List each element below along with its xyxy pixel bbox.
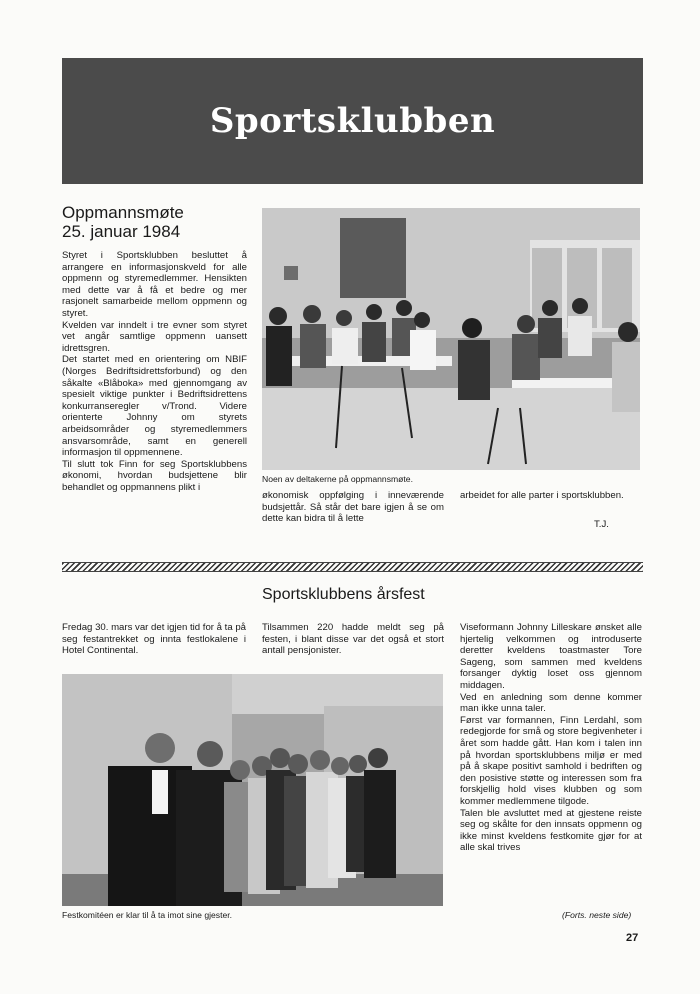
decorative-divider: [62, 562, 643, 572]
article1-column3: arbeidet for alle parter i sportsklubben.: [460, 490, 624, 501]
page-number: 27: [626, 932, 639, 944]
paragraph: Først var formannen, Finn Lerdahl, som redegjorde for små og store begivenheter i året som hadde gått. Han kom i talen inn på hvordan sportsklubbens miljø er med på å skape positivt samhold i bedriften og den posistive støtte og interessen som fra forskjellig hold vises klubben og som kommer medlemmene tilgode.: [460, 714, 642, 807]
article1-heading-line1: Oppmannsmøte: [62, 203, 184, 222]
article1-signature: T.J.: [594, 519, 609, 530]
party-photo-caption: Festkomitéen er klar til å ta imot sine gjester.: [62, 910, 233, 920]
article1-column2: økonomisk oppfølging i inneværende budsjettår. Så står det bare igjen å se om dette kan bidra til å lette: [262, 490, 444, 525]
article1-column1: [62, 250, 247, 493]
party-committee-photo: [62, 674, 443, 906]
paragraph: Viseformann Johnny Lilleskare ønsket alle hjertelig velkommen og introduserte deretter kveldens toastmaster Tore Sageng, som sammen med kveldens forsanger dyktig loset oss gjennom middagen.: [460, 622, 642, 691]
article1-heading-line2: 25. januar 1984: [62, 222, 181, 241]
paragraph: Til slutt tok Finn for seg Sportsklubbens økonomi, hvordan budsjettene blir behandlet og oppmannens plikt i: [62, 458, 247, 493]
paragraph: Styret i Sportsklubben besluttet å arrangere en informasjonskveld for alle oppmenn og styremedlemmer. Hensikten med dette var å få et bedre og mer rasjonelt samarbeide mellom oppmenn og styret.: [62, 250, 247, 319]
continued-note: (Forts. neste side): [562, 910, 632, 920]
paragraph: Det startet med en orientering om NBIF (Norges Bedriftsidrettsforbund) og den såkalte «Blåboka» med gjennomgang av spesielt viktige punkter i Bedriftsidrettens konkurranseregler v/Trond. Videre orienterte Johnny om styrets arbeidsområder og styremedlemmers ansvarsområde, samt en generell informasjon til oppmennene.: [62, 354, 247, 459]
title-banner: [62, 58, 643, 184]
article2-heading: Sportsklubbens årsfest: [262, 586, 425, 603]
paragraph: Talen ble avsluttet med at gjestene reiste seg og skålte for den innsats oppmenn og ikke minst kveldens festkomite gjør for at alle skal trives: [460, 807, 642, 854]
meeting-photo-caption: Noen av deltakerne på oppmannsmøte.: [262, 474, 413, 484]
article2-column3: [460, 622, 642, 854]
banner-title: Sportsklubben: [209, 101, 496, 141]
meeting-photo: [262, 208, 640, 470]
article2-column2: Tilsammen 220 hadde meldt seg på festen, i blant disse var det også et stort antall pensjonister.: [262, 622, 444, 657]
article1-heading: [62, 203, 252, 241]
paragraph: Ved en anledning som denne kommer man ikke unna taler.: [460, 691, 642, 715]
paragraph: Kvelden var inndelt i tre evner som styret vet angår samtlige oppmenn uansett idrettsgren.: [62, 319, 247, 354]
article2-column1: Fredag 30. mars var det igjen tid for å ta på seg festantrekket og innta festlokalene i Hotel Continental.: [62, 622, 246, 657]
